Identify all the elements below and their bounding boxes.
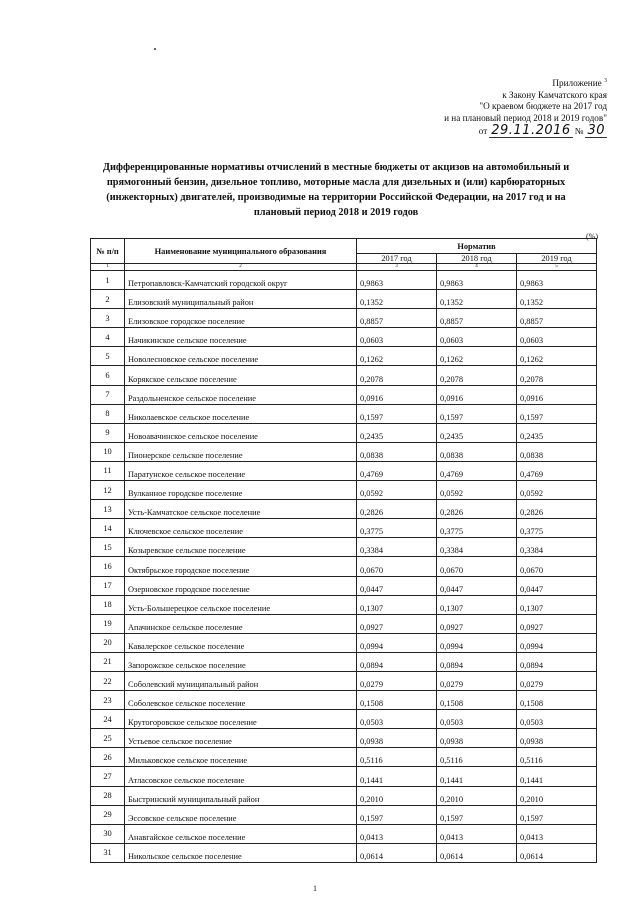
row-number: 7: [91, 385, 125, 404]
norm-2019: 0,0592: [517, 481, 597, 500]
norm-2017: 0,2010: [357, 786, 437, 805]
norm-2019: 0,0994: [517, 633, 597, 652]
norm-2018: 0,0413: [437, 824, 517, 843]
municipality-name: Соболевский муниципальный район: [125, 671, 357, 690]
norm-2018: 0,0603: [437, 328, 517, 347]
norm-2018: 0,1262: [437, 347, 517, 366]
municipality-name: Корякское сельское поселение: [125, 366, 357, 385]
row-number: 5: [91, 347, 125, 366]
norm-2019: 0,0279: [517, 671, 597, 690]
norm-2017: 0,0938: [357, 729, 437, 748]
norm-2017: 0,0927: [357, 614, 437, 633]
row-number: 29: [91, 805, 125, 824]
norm-2019: 0,0614: [517, 843, 597, 862]
table-row: [91, 347, 597, 366]
norm-2018: 0,0838: [437, 442, 517, 461]
norm-2019: 0,2010: [517, 786, 597, 805]
norm-2017: 0,0994: [357, 633, 437, 652]
table-row: [91, 366, 597, 385]
norm-2018: 0,1597: [437, 404, 517, 423]
norm-2019: 0,0413: [517, 824, 597, 843]
norm-2017: 0,1441: [357, 767, 437, 786]
handwritten-date: 29.11.2016: [491, 123, 571, 139]
norm-2019: 0,1307: [517, 595, 597, 614]
municipality-name: Пионерское сельское поселение: [125, 442, 357, 461]
norm-2019: 0,5116: [517, 748, 597, 767]
row-number: 17: [91, 576, 125, 595]
norm-2018: 0,1441: [437, 767, 517, 786]
handwritten-number: 30: [587, 123, 605, 139]
norm-2017: 0,1508: [357, 691, 437, 710]
appendix-block: [307, 76, 607, 138]
index-cell: 1: [91, 264, 125, 271]
norm-2017: 0,1262: [357, 347, 437, 366]
table-row: [91, 328, 597, 347]
norm-2017: 0,0503: [357, 710, 437, 729]
table-row: [91, 481, 597, 500]
norm-2018: 0,0994: [437, 633, 517, 652]
municipality-name: Быстринский муниципальный район: [125, 786, 357, 805]
row-number: 2: [91, 290, 125, 309]
norm-2018: 0,0279: [437, 671, 517, 690]
table-row: [91, 786, 597, 805]
norm-2017: 0,0838: [357, 442, 437, 461]
row-number: 4: [91, 328, 125, 347]
municipality-name: Озерновское городское поселение: [125, 576, 357, 595]
table-row: [91, 461, 597, 480]
table-row: [91, 423, 597, 442]
index-cell: 3: [357, 264, 437, 271]
norm-2018: 0,5116: [437, 748, 517, 767]
table-row: [91, 404, 597, 423]
norm-2018: 0,2078: [437, 366, 517, 385]
norm-2018: 0,0894: [437, 652, 517, 671]
row-number: 12: [91, 481, 125, 500]
norm-2019: 0,0916: [517, 385, 597, 404]
table-row: [91, 576, 597, 595]
norm-2019: 0,1352: [517, 290, 597, 309]
municipality-name: Козыревское сельское поселение: [125, 538, 357, 557]
norm-2018: 0,1508: [437, 691, 517, 710]
norm-2017: 0,9863: [357, 271, 437, 290]
norm-2017: 0,2078: [357, 366, 437, 385]
norm-2019: 0,0927: [517, 614, 597, 633]
municipality-name: Раздольненское сельское поселение: [125, 385, 357, 404]
row-number: 25: [91, 729, 125, 748]
row-number: 23: [91, 691, 125, 710]
norm-2017: 0,1307: [357, 595, 437, 614]
table-row: [91, 691, 597, 710]
row-number: 30: [91, 824, 125, 843]
row-number: 21: [91, 652, 125, 671]
municipality-name: Атласовское сельское поселение: [125, 767, 357, 786]
table-row: [91, 614, 597, 633]
norm-2019: 0,1597: [517, 805, 597, 824]
norm-2018: 0,8857: [437, 309, 517, 328]
norm-2019: 0,0603: [517, 328, 597, 347]
norm-2018: 0,2826: [437, 500, 517, 519]
municipality-name: Елизовский муниципальный район: [125, 290, 357, 309]
norm-2018: 0,0592: [437, 481, 517, 500]
norm-2019: 0,2435: [517, 423, 597, 442]
row-number: 15: [91, 538, 125, 557]
norm-2019: 0,1262: [517, 347, 597, 366]
table-row: [91, 767, 597, 786]
norm-2019: 0,1597: [517, 404, 597, 423]
table-row: [91, 538, 597, 557]
from-label: от: [478, 126, 488, 137]
table-row: [91, 729, 597, 748]
norm-2019: 0,0503: [517, 710, 597, 729]
norm-2017: 0,0279: [357, 671, 437, 690]
index-cell: 2: [125, 264, 357, 271]
norm-2017: 0,0614: [357, 843, 437, 862]
law-reference: к Закону Камчатского края: [502, 89, 607, 100]
norm-2019: 0,1508: [517, 691, 597, 710]
municipality-name: Петропавловск-Камчатский городской округ: [125, 271, 357, 290]
norm-2018: 0,1307: [437, 595, 517, 614]
norm-2017: 0,0603: [357, 328, 437, 347]
row-number: 9: [91, 423, 125, 442]
norm-2019: 0,0894: [517, 652, 597, 671]
table-row: [91, 652, 597, 671]
law-title-continued: и на плановый период 2018 и 2019 годов": [444, 112, 607, 123]
norm-2017: 0,2826: [357, 500, 437, 519]
norm-2018: 0,4769: [437, 461, 517, 480]
row-number: 3: [91, 309, 125, 328]
index-cell: 5: [517, 264, 597, 271]
header-municipality: Наименование муниципального образования: [125, 239, 357, 264]
norm-2018: 0,0938: [437, 729, 517, 748]
norm-2018: 0,0916: [437, 385, 517, 404]
table-row: [91, 557, 597, 576]
municipality-name: Усть-Большерецкое сельское поселение: [125, 595, 357, 614]
row-number: 8: [91, 404, 125, 423]
row-number: 10: [91, 442, 125, 461]
norm-2018: 0,0503: [437, 710, 517, 729]
table-row: [91, 671, 597, 690]
norm-2018: 0,2435: [437, 423, 517, 442]
table-row: [91, 442, 597, 461]
norm-2018: 0,0670: [437, 557, 517, 576]
norm-2018: 0,3775: [437, 519, 517, 538]
norm-2017: 0,0894: [357, 652, 437, 671]
table-row: [91, 805, 597, 824]
norm-2017: 0,8857: [357, 309, 437, 328]
table-row: [91, 824, 597, 843]
norm-2018: 0,0927: [437, 614, 517, 633]
norm-2019: 0,8857: [517, 309, 597, 328]
row-number: 13: [91, 500, 125, 519]
index-cell: 4: [437, 264, 517, 271]
norm-2019: 0,0838: [517, 442, 597, 461]
table-row: [91, 500, 597, 519]
number-label: №: [574, 126, 584, 137]
norm-2017: 0,2435: [357, 423, 437, 442]
header-norm-group: Норматив: [357, 239, 597, 254]
norm-2019: 0,1441: [517, 767, 597, 786]
date-number-line: [307, 124, 607, 138]
norm-2019: 0,0447: [517, 576, 597, 595]
row-number: 16: [91, 557, 125, 576]
norms-table: [90, 238, 597, 863]
norm-2017: 0,5116: [357, 748, 437, 767]
norm-2017: 0,0447: [357, 576, 437, 595]
municipality-name: Запорожское сельское поселение: [125, 652, 357, 671]
row-number: 24: [91, 710, 125, 729]
header-year-2019: 2019 год: [517, 254, 597, 264]
page-number: 1: [313, 884, 317, 893]
norm-2018: 0,1597: [437, 805, 517, 824]
appendix-label: Приложение $^3$: [552, 78, 607, 89]
norm-2019: 0,0938: [517, 729, 597, 748]
municipality-name: Мильковское сельское поселение: [125, 748, 357, 767]
unit-label: (%): [586, 232, 598, 241]
table-row: [91, 748, 597, 767]
municipality-name: Кавалерское сельское поселение: [125, 633, 357, 652]
norm-2019: 0,2078: [517, 366, 597, 385]
norm-2019: 0,3775: [517, 519, 597, 538]
header-year-2018: 2018 год: [437, 254, 517, 264]
municipality-name: Никольское сельское поселение: [125, 843, 357, 862]
row-number: 26: [91, 748, 125, 767]
row-number: 14: [91, 519, 125, 538]
municipality-name: Елизовское городское поселение: [125, 309, 357, 328]
table-row: [91, 710, 597, 729]
table-row: [91, 633, 597, 652]
municipality-name: Эссовское сельское поселение: [125, 805, 357, 824]
table-row: [91, 271, 597, 290]
norm-2018: 0,0614: [437, 843, 517, 862]
municipality-name: Начикинское сельское поселение: [125, 328, 357, 347]
row-number: 18: [91, 595, 125, 614]
norm-2019: 0,2826: [517, 500, 597, 519]
row-number: 1: [91, 271, 125, 290]
table-row: [91, 519, 597, 538]
table-row: [91, 290, 597, 309]
norm-2017: 0,0592: [357, 481, 437, 500]
row-number: 11: [91, 461, 125, 480]
table-body: [91, 271, 597, 863]
municipality-name: Анавгайское сельское поселение: [125, 824, 357, 843]
table-row: [91, 385, 597, 404]
norm-2018: 0,9863: [437, 271, 517, 290]
municipality-name: Вулканное городское поселение: [125, 481, 357, 500]
table-row: [91, 309, 597, 328]
norm-2018: 0,1352: [437, 290, 517, 309]
municipality-name: Паратунское сельское поселение: [125, 461, 357, 480]
norm-2017: 0,4769: [357, 461, 437, 480]
row-number: 28: [91, 786, 125, 805]
norm-2018: 0,2010: [437, 786, 517, 805]
row-number: 20: [91, 633, 125, 652]
norm-2017: 0,1597: [357, 805, 437, 824]
municipality-name: Николаевское сельское поселение: [125, 404, 357, 423]
municipality-name: Новолесновское сельское поселение: [125, 347, 357, 366]
norm-2017: 0,3775: [357, 519, 437, 538]
scan-speck: [154, 48, 156, 50]
municipality-name: Устьевое сельское поселение: [125, 729, 357, 748]
law-title: "О краевом бюджете на 2017 год: [479, 101, 607, 112]
municipality-name: Новоавачинское сельское поселение: [125, 423, 357, 442]
norm-2017: 0,1352: [357, 290, 437, 309]
municipality-name: Апачинское сельское поселение: [125, 614, 357, 633]
municipality-name: Усть-Камчатское сельское поселение: [125, 500, 357, 519]
header-year-2017: 2017 год: [357, 254, 437, 264]
municipality-name: Ключевское сельское поселение: [125, 519, 357, 538]
norm-2019: 0,9863: [517, 271, 597, 290]
norm-2019: 0,3384: [517, 538, 597, 557]
row-number: 22: [91, 671, 125, 690]
appendix-sup: 3: [604, 78, 607, 84]
row-number: 19: [91, 614, 125, 633]
document-title: Дифференцированные нормативы отчислений в местные бюджеты от акцизов на автомобильный и прямогонный бензин, дизельное топливо, моторные масла для дизельных и (или) карбюраторных (инжекторных) двигателей, производимые на территории Российской Федерации, на 2017 год и на плановый период 2018 и 2019 годов: [102, 162, 570, 218]
norm-2017: 0,0916: [357, 385, 437, 404]
norm-2017: 0,0413: [357, 824, 437, 843]
norm-2019: 0,4769: [517, 461, 597, 480]
norm-2018: 0,3384: [437, 538, 517, 557]
norm-2019: 0,0670: [517, 557, 597, 576]
table-row: [91, 595, 597, 614]
norm-2017: 0,1597: [357, 404, 437, 423]
table-row: [91, 843, 597, 862]
norm-2018: 0,0447: [437, 576, 517, 595]
row-number: 31: [91, 843, 125, 862]
norm-2017: 0,3384: [357, 538, 437, 557]
municipality-name: Крутогоровское сельское поселение: [125, 710, 357, 729]
row-number: 6: [91, 366, 125, 385]
row-number: 27: [91, 767, 125, 786]
municipality-name: Октябрьское городское поселение: [125, 557, 357, 576]
header-number: № п/п: [91, 239, 125, 264]
norm-2017: 0,0670: [357, 557, 437, 576]
municipality-name: Соболевское сельское поселение: [125, 691, 357, 710]
